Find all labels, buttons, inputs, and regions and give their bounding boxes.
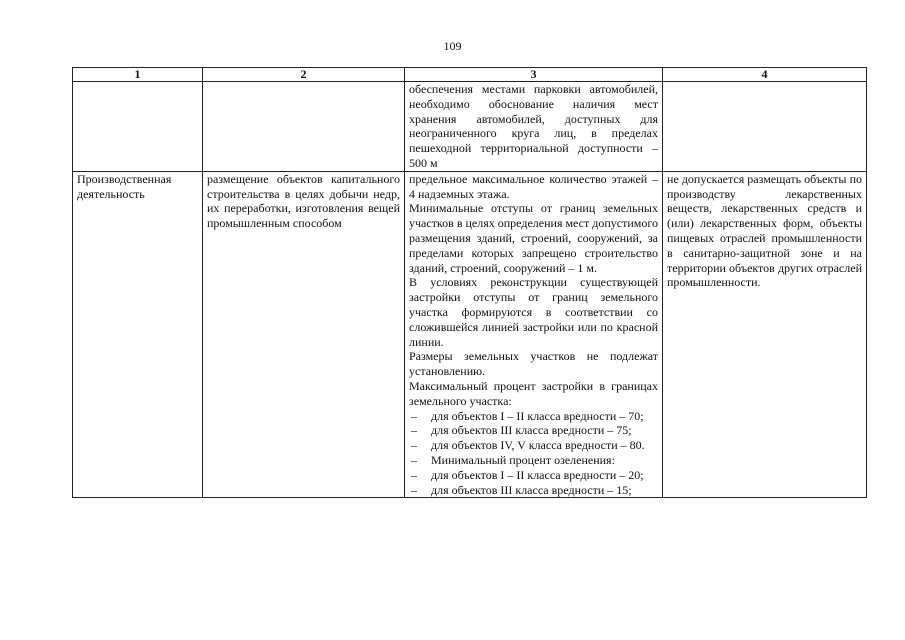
parameter-paragraph: Максимальный процент застройки в границах земельного участка:	[409, 378, 658, 408]
list-item: – Минимальный процент озеленения:	[409, 453, 658, 468]
table-row	[73, 171, 867, 498]
parameter-paragraph: Размеры земельных участков не подлежат установлению.	[409, 349, 658, 379]
cell-use-description	[203, 171, 405, 498]
use-description-text: размещение объектов капитального строительства в целях добычи недр, их переработки, изготовления вещей промышленным способом	[207, 171, 400, 231]
restrictions-text: не допускается размещать объекты по производству лекарственных веществ, лекарственных средств и (или) лекарственных форм, объекты пищевых отраслей промышленности в санитарно-защитной зоне и на территории объектов других отраслей промышленности.	[667, 171, 862, 290]
list-item: – для объектов IV, V класса вредности – 80.	[409, 438, 658, 453]
cell-use-type	[73, 171, 203, 498]
parameters-text: обеспечения местами парковки автомобилей, необходимо обоснование наличия мест хранения автомобилей, доступных для неограниченного круга лиц, в пределах пешеходной территориальной доступности – 500 м	[409, 82, 658, 170]
table-row-continuation	[73, 82, 867, 172]
list-item: – для объектов I – II класса вредности – 20;	[409, 468, 658, 483]
cell-restrictions	[663, 171, 867, 498]
regulations-table	[72, 67, 867, 498]
header-col-2: 2	[203, 68, 405, 82]
header-col-4: 4	[663, 68, 867, 82]
list-item: – для объектов I – II класса вредности – 70;	[409, 409, 658, 424]
build-percent-list	[409, 409, 658, 498]
parameter-paragraph: Минимальные отступы от границ земельных участков в целях определения мест допустимого размещения зданий, строений, сооружений, за пределами которых запрещено строительство зданий, строений, сооружений – 1 м.	[409, 201, 658, 275]
page-number: 109	[443, 39, 462, 53]
cell-empty	[73, 82, 203, 172]
list-item: – для объектов III класса вредности – 75;	[409, 423, 658, 438]
cell-empty	[203, 82, 405, 172]
header-col-3: 3	[405, 68, 663, 82]
use-type-text: Производственная деятельность	[77, 171, 172, 201]
list-item: – для объектов III класса вредности – 15;	[409, 483, 658, 498]
cell-empty	[663, 82, 867, 172]
parameter-paragraph: предельное максимальное количество этажей – 4 надземных этажа.	[409, 171, 658, 201]
cell-parameters-continued	[405, 82, 663, 172]
cell-parameters	[405, 171, 663, 498]
parameter-paragraph: В условиях реконструкции существующей застройки отступы от границ земельного участка формируются в соответствии со сложившейся линией застройки или по красной линии.	[409, 275, 658, 349]
header-row	[73, 68, 867, 82]
header-col-1: 1	[73, 68, 203, 82]
